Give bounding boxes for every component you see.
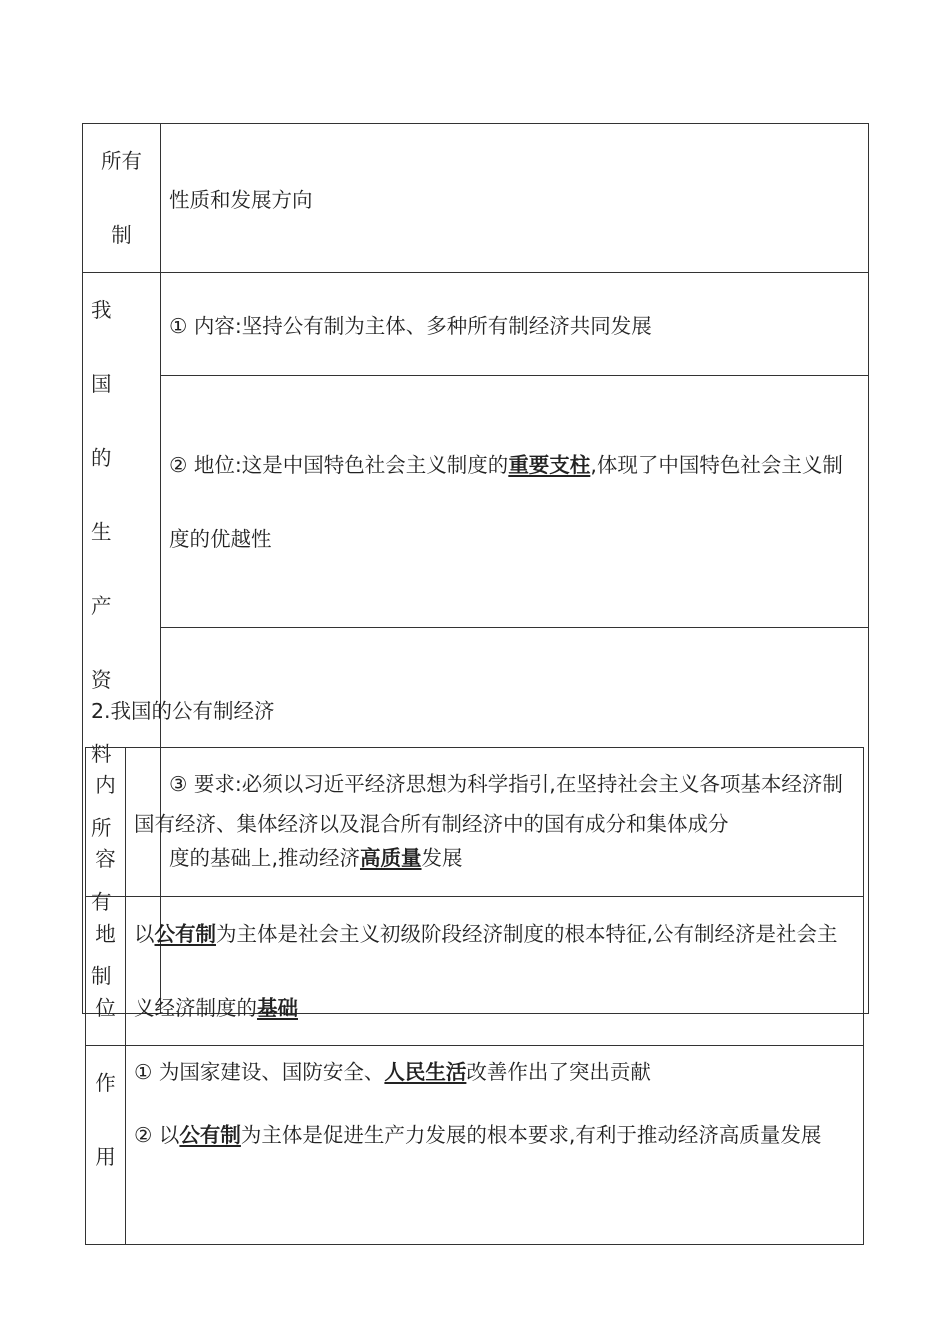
table-row [86, 1046, 864, 1245]
content-item-2: ② 地位:这是中国特色社会主义制度的重要支柱,体现了中国特色社会主义制度的优越性 [161, 376, 869, 628]
emphasis: 人民生活 [384, 1060, 467, 1084]
group-label: 我 国 的 生 产 资 料 所 有 制 [83, 273, 161, 1014]
row-label: 地 位 [86, 897, 126, 1046]
content-item-1: ① 内容:坚持公有制为主体、多种所有制经济共同发展 [161, 273, 869, 376]
table-row [86, 897, 864, 1046]
content-item-3: ③ 要求:必须以习近平经济思想为科学指引,在坚持社会主义各项基本经济制度的基础上,推动经济高质量发展 [161, 628, 869, 1014]
table-row [86, 748, 864, 897]
row-content: 以公有制为主体是社会主义初级阶段经济制度的根本特征,公有制经济是社会主义经济制度的基础 [126, 897, 864, 1046]
emphasis: 高质量 [360, 845, 422, 870]
row-label: 所有 制 [83, 124, 161, 273]
emphasis: 基础 [257, 996, 298, 1020]
row-content: 国有经济、集体经济以及混合所有制经济中的国有成分和集体成分 [126, 748, 864, 897]
table-row [83, 273, 869, 376]
section-title: 2.我国的公有制经济 [91, 699, 275, 723]
content-item-2: ② 以公有制为主体是促进生产力发展的根本要求,有利于推动经济高质量发展 [134, 1123, 822, 1147]
row-label: 内 容 [86, 748, 126, 897]
row-label: 作 用 [86, 1046, 126, 1245]
table-public-ownership [85, 747, 864, 1245]
content-item-1: ① 为国家建设、国防安全、人民生活改善作出了突出贡献 [134, 1060, 651, 1084]
emphasis: 公有制 [179, 1123, 241, 1147]
row-content [126, 1046, 864, 1245]
table-row [83, 124, 869, 273]
emphasis: 公有制 [154, 922, 216, 946]
row-content: 性质和发展方向 [161, 124, 869, 273]
table-row [83, 376, 869, 628]
emphasis: 重要支柱 [508, 452, 591, 477]
